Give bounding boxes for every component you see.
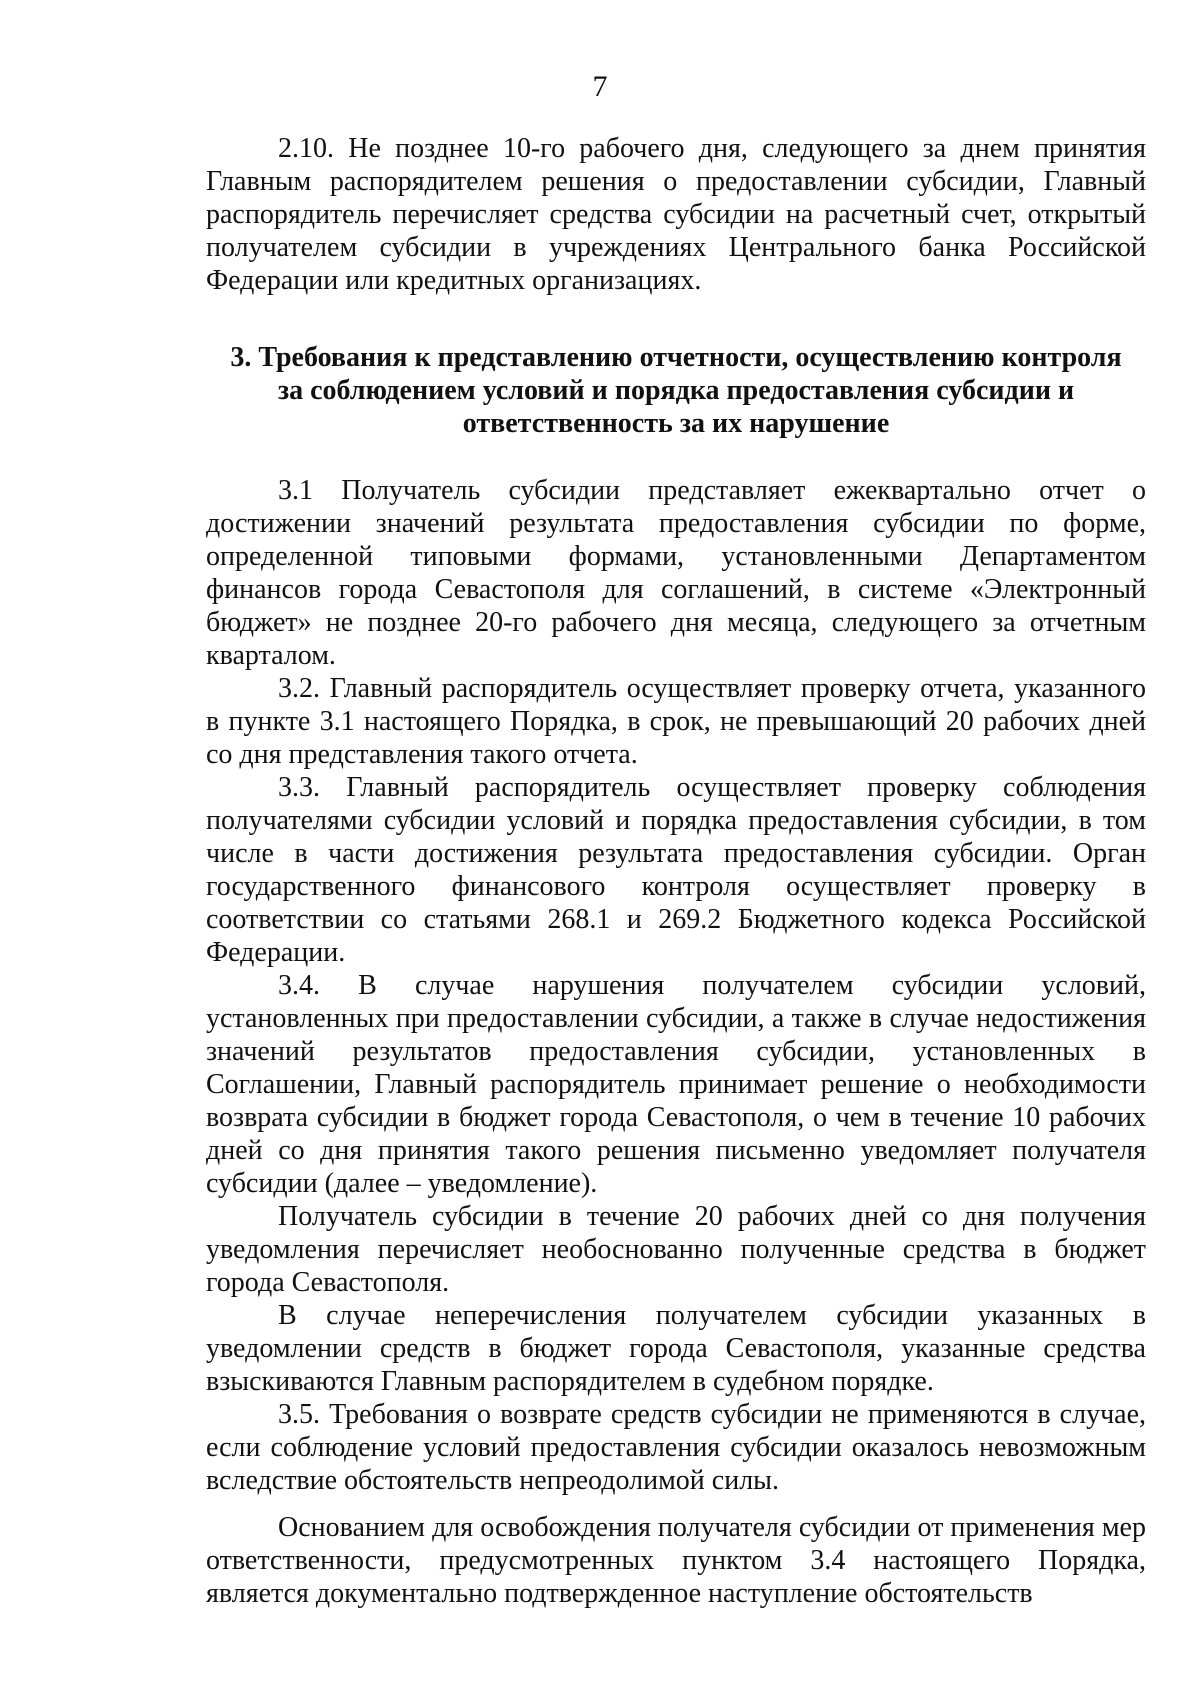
paragraph-3-5-exemption: Основанием для освобождения получателя субсидии от применения мер ответственности, предусмотренных пунктом 3.4 настоящего Порядка, является документально подтвержденное наступление обстоятельств: [206, 1512, 1146, 1609]
paragraph-3-5: 3.5. Требования о возврате средств субсидии не применяются в случае, если соблюдение условий предоставления субсидии оказалось невозможным вследствие обстоятельств непреодолимой силы.: [206, 1399, 1146, 1496]
paragraph-2-10: 2.10. Не позднее 10-го рабочего дня, следующего за днем принятия Главным распорядителем решения о предоставлении субсидии, Главный распорядитель перечисляет средства субсидии на расчетный счет, открытый получателем субсидии в учреждениях Центрального банка Российской Федерации или кредитных организациях.: [206, 133, 1146, 296]
paragraph-3-4-refund: Получатель субсидии в течение 20 рабочих дней со дня получения уведомления перечисляет необоснованно полученные средства в бюджет города Севастополя.: [206, 1201, 1146, 1298]
section-heading: 3. Требования к представлению отчетности, осуществлению контроля за соблюдением условий и порядка предоставления субсидии и ответственность за их нарушение: [230, 342, 1122, 439]
page-number: 7: [592, 70, 608, 103]
paragraph-3-1: 3.1 Получатель субсидии представляет ежеквартально отчет о достижении значений результата предоставления субсидии по форме, определенной типовыми формами, установленными Департаментом финансов города Севастополя для соглашений, в системе «Электронный бюджет» не позднее 20-го рабочего дня месяца, следующего за отчетным кварталом.: [206, 475, 1146, 671]
paragraph-3-2: 3.2. Главный распорядитель осуществляет проверку отчета, указанного в пункте 3.1 настоящего Порядка, в срок, не превышающий 20 рабочих дней со дня представления такого отчета.: [206, 673, 1146, 770]
paragraph-3-3: 3.3. Главный распорядитель осуществляет проверку соблюдения получателями субсидии условий и порядка предоставления субсидии, в том числе в части достижения результата предоставления субсидии. Орган государственного финансового контроля осуществляет проверку в соответствии со статьями 268.1 и 269.2 Бюджетного кодекса Российской Федерации.: [206, 772, 1146, 968]
paragraph-3-4-recovery: В случае неперечисления получателем субсидии указанных в уведомлении средств в бюджет города Севастополя, указанные средства взыскиваются Главным распорядителем в судебном порядке.: [206, 1300, 1146, 1397]
document-body: [206, 132, 1146, 1610]
paragraph-3-4: 3.4. В случае нарушения получателем субсидии условий, установленных при предоставлении субсидии, а также в случае недостижения значений результатов предоставления субсидии, установленных в Соглашении, Главный распорядитель принимает решение о необходимости возврата субсидии в бюджет города Севастополя, о чем в течение 10 рабочих дней со дня принятия такого решения письменно уведомляет получателя субсидии (далее – уведомление).: [206, 970, 1146, 1199]
